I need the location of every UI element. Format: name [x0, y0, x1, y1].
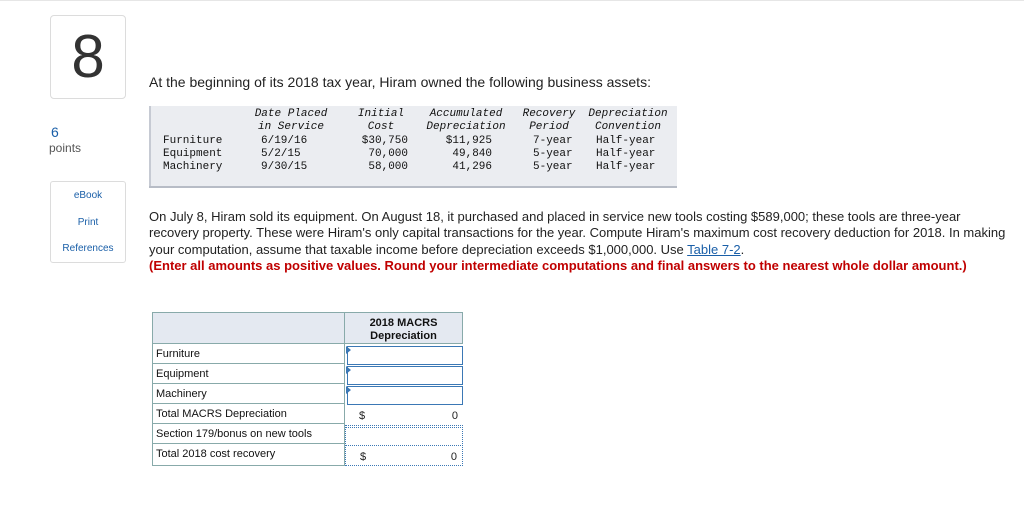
- header-accum-line2: Depreciation: [426, 121, 506, 133]
- asset-date: 6/19/16: [261, 135, 308, 147]
- total-cost-recovery-value: [345, 447, 463, 466]
- header-convention-line1: Depreciation: [588, 108, 668, 120]
- references-link[interactable]: References: [62, 243, 114, 254]
- points-label: points: [49, 141, 82, 155]
- problem-text: [149, 209, 1009, 274]
- header-date-line2: in Service: [257, 121, 324, 133]
- header-cost-line1: Initial: [357, 108, 405, 120]
- print-link[interactable]: Print: [77, 217, 99, 228]
- row-label-equipment: Equipment: [152, 364, 345, 384]
- header-convention-line2: Convention: [594, 121, 661, 133]
- section-179-input[interactable]: [345, 427, 463, 446]
- asset-convention: Half-year: [596, 148, 656, 160]
- instruction-text: (Enter all amounts as positive values. Round your intermediate computations and final answers to the nearest whole dollar amount.): [149, 257, 967, 273]
- header-cost-line2: Cost: [367, 121, 395, 133]
- question-number: 8: [71, 23, 105, 90]
- asset-accum-value: 41,296: [452, 161, 492, 173]
- asset-date: 9/30/15: [261, 161, 308, 173]
- asset-names: [163, 135, 222, 174]
- input-flag-icon: [346, 366, 351, 374]
- asset-dates: [261, 135, 307, 174]
- ebook-link[interactable]: eBook: [73, 190, 103, 201]
- asset-convention: Half-year: [596, 161, 656, 173]
- answer-table-header-blank: [152, 312, 345, 344]
- header-recovery: [516, 108, 582, 134]
- asset-cost: 70,000: [368, 148, 408, 160]
- header-date-placed: [245, 108, 337, 134]
- dollar-sign: $: [360, 451, 367, 463]
- answer-column-header: 2018 MACRS Depreciation: [345, 312, 463, 344]
- row-label-furniture: Furniture: [152, 344, 345, 364]
- header-date-line1: Date Placed: [254, 108, 328, 120]
- asset-date: 5/2/15: [261, 148, 301, 160]
- asset-name: Machinery: [163, 161, 223, 173]
- problem-body: On July 8, Hiram sold its equipment. On August 18, it purchased and placed in service new tools costing $589,000; these tools are three-year recovery property. These were Hiram's only capital transactions for the year. Compute Hiram's maximum cost recovery deduction for 2018. In making your computation, assume that taxable income before depreciation exceeds $1,000,000. Use: [149, 209, 1006, 257]
- question-number-card: [50, 15, 126, 99]
- total-macrs-amount: 0: [451, 410, 458, 422]
- points-value: 6: [51, 124, 59, 140]
- asset-table-left-rule: [149, 106, 151, 188]
- problem-period: .: [740, 241, 745, 257]
- dollar-sign: $: [359, 410, 366, 422]
- resources-panel: [50, 181, 126, 263]
- asset-name: Equipment: [163, 148, 223, 160]
- asset-accum-value: $11,925: [445, 135, 492, 147]
- asset-table-bottom-rule: [149, 186, 677, 188]
- asset-costs: [350, 135, 408, 174]
- asset-name: Furniture: [163, 135, 223, 147]
- input-flag-icon: [346, 386, 351, 394]
- asset-accum: [430, 135, 492, 174]
- asset-cost: 58,000: [368, 161, 408, 173]
- header-accumulated: [420, 108, 512, 134]
- asset-cost: $30,750: [361, 135, 408, 147]
- asset-period: 7-year: [533, 135, 573, 147]
- total-cost-recovery-amount: 0: [450, 451, 457, 463]
- asset-conventions: [596, 135, 655, 174]
- table-7-2-link[interactable]: Table 7-2: [687, 241, 741, 257]
- asset-accum-value: 49,840: [452, 148, 492, 160]
- row-label-machinery: Machinery: [152, 384, 345, 404]
- asset-period: 5-year: [533, 148, 573, 160]
- row-label-section-179: Section 179/bonus on new tools: [152, 424, 345, 444]
- asset-periods: [533, 135, 573, 174]
- asset-convention: Half-year: [596, 135, 656, 147]
- machinery-input[interactable]: [347, 386, 463, 405]
- asset-period: 5-year: [533, 161, 573, 173]
- header-recovery-line2: Period: [529, 121, 569, 133]
- header-convention: [582, 108, 674, 134]
- header-initial-cost: [350, 108, 412, 134]
- equipment-input[interactable]: [347, 366, 463, 385]
- input-flag-icon: [346, 346, 351, 354]
- row-label-total-cost-recovery: Total 2018 cost recovery: [152, 444, 345, 466]
- top-divider: [0, 0, 1024, 1]
- header-recovery-line1: Recovery: [522, 108, 576, 120]
- total-macrs-value: [345, 406, 463, 426]
- row-label-total-macrs: Total MACRS Depreciation: [152, 404, 345, 424]
- header-accum-line1: Accumulated: [429, 108, 503, 120]
- furniture-input[interactable]: [347, 346, 463, 365]
- intro-text: At the beginning of its 2018 tax year, Hiram owned the following business assets:: [149, 74, 651, 90]
